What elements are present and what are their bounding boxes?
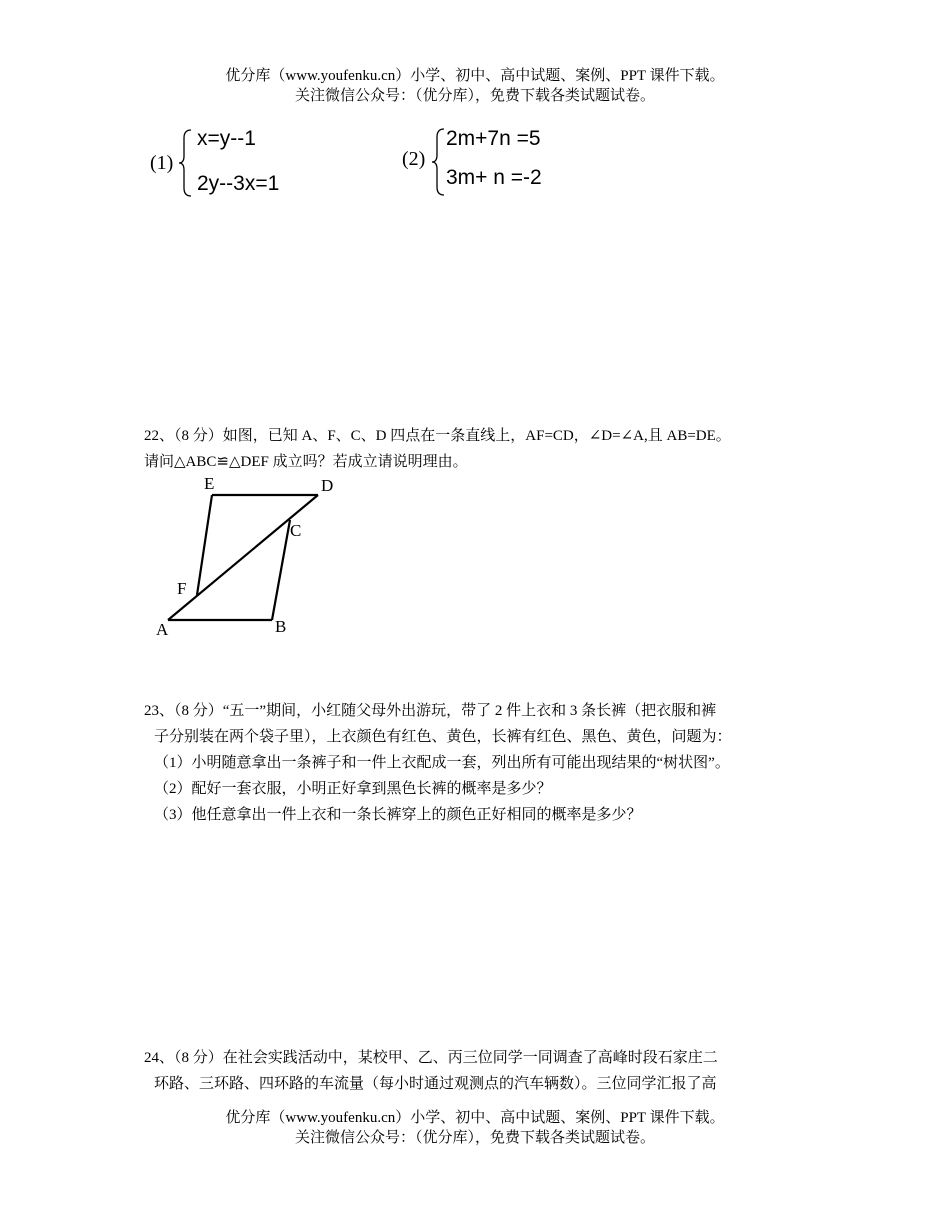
left-brace-icon (178, 128, 194, 198)
question-24-line-1: 24、（8 分）在社会实践活动中，某校甲、乙、丙三位同学一同调查了高峰时段石家庄二 (144, 1050, 718, 1066)
point-label-c: C (290, 521, 302, 540)
question-22 (144, 423, 824, 475)
point-label-f: F (177, 579, 187, 598)
system-1-equation-2: 2y--3x=1 (197, 172, 280, 195)
page-header (0, 66, 950, 106)
system-1-equation-1: x=y--1 (197, 127, 256, 150)
page-footer (0, 1108, 950, 1148)
footer-line-1: 优分库（www.youfenku.cn）小学、初中、高中试题、案例、PPT 课件下载。 (225, 1110, 725, 1126)
footer-line-2: 关注微信公众号：（优分库），免费下载各类试题试卷。 (294, 1130, 655, 1146)
system-2-equation-1: 2m+7n =5 (446, 127, 541, 150)
system-2-equation-2: 3m+ n =-2 (446, 166, 542, 189)
question-23-sub-1: （1）小明随意拿出一条裤子和一件上衣配成一套，列出所有可能出现结果的“树状图”。 (154, 755, 730, 771)
question-23-sub-3: （3）他任意拿出一件上衣和一条长裤穿上的颜色正好相同的概率是多少？ (154, 807, 642, 823)
system-1-label: (1) (150, 152, 174, 174)
question-23 (144, 698, 824, 828)
header-line-1: 优分库（www.youfenku.cn）小学、初中、高中试题、案例、PPT 课件下载。 (225, 68, 725, 84)
question-23-sub-2: （2）配好一套衣服，小明正好拿到黑色长裤的概率是多少？ (154, 781, 552, 797)
point-label-a: A (156, 620, 169, 639)
question-23-line-1: 23、（8 分）“五一”期间，小红随父母外出游玩，带了 2 件上衣和 3 条长裤（把衣服和裤 (144, 703, 717, 719)
point-label-d: D (321, 476, 334, 495)
header-line-2: 关注微信公众号：（优分库），免费下载各类试题试卷。 (294, 88, 655, 104)
segment-ad (168, 495, 318, 620)
question-22-line-2: 请问△ABC≌△DEF 成立吗？若成立请说明理由。 (144, 454, 468, 470)
point-label-b: B (275, 617, 287, 636)
geometry-figure (140, 470, 360, 645)
left-brace-icon (431, 127, 447, 197)
question-23-line-2: 子分别装在两个袋子里），上衣颜色有红色、黄色，长裤有红色、黑色、黄色，问题为： (154, 729, 732, 745)
segment-ef (197, 495, 212, 595)
point-label-e: E (204, 474, 215, 493)
system-2-label: (2) (402, 148, 426, 170)
question-24 (144, 1045, 824, 1097)
segment-bc (272, 520, 290, 620)
question-22-line-1: 22、（8 分）如图，已知 A、F、C、D 四点在一条直线上，AF=CD，∠D=∠A,且 AB=DE。 (144, 428, 731, 444)
question-24-line-2: 环路、三环路、四环路的车流量（每小时通过观测点的汽车辆数）。三位同学汇报了高 (154, 1076, 717, 1092)
